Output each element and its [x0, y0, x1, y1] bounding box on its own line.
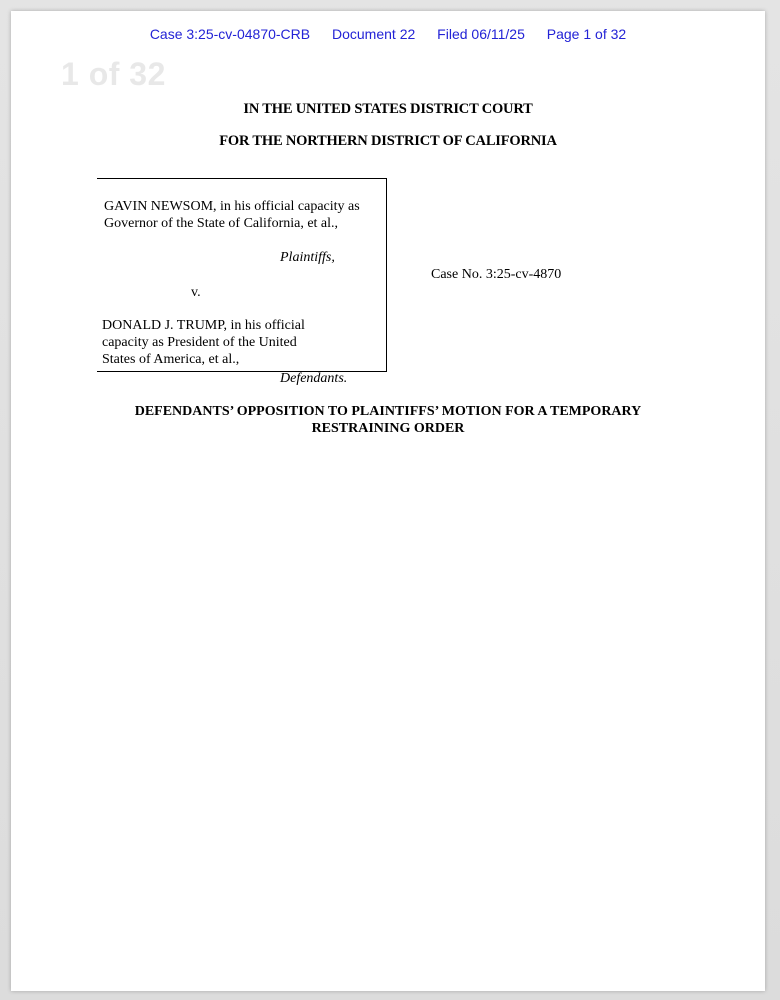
defendant-line: DONALD J. TRUMP, in his official [102, 318, 305, 333]
court-name: IN THE UNITED STATES DISTRICT COURT [243, 101, 533, 117]
defendant-party [102, 317, 305, 368]
document-title [11, 403, 765, 437]
plaintiff-line: GAVIN NEWSOM, in his official capacity as [104, 199, 360, 214]
page-indicator-overlay: 1 of 32 [61, 56, 166, 92]
defendant-line: capacity as President of the United [102, 335, 297, 350]
court-district: FOR THE NORTHERN DISTRICT OF CALIFORNIA [219, 133, 557, 149]
document-title-line: DEFENDANTS’ OPPOSITION TO PLAINTIFFS’ MOTION FOR A TEMPORARY [134, 404, 642, 419]
versus: v. [191, 285, 201, 300]
plaintiff-party [104, 198, 360, 232]
plaintiffs-designation: Plaintiffs, [280, 250, 335, 265]
document-title-line: RESTRAINING ORDER [311, 421, 465, 436]
header-case-number: Case 3:25-cv-04870-CRB [149, 26, 311, 42]
defendants-designation: Defendants. [280, 371, 348, 386]
header-filed-date: Filed 06/11/25 [437, 26, 525, 42]
header-page-number: Page 1 of 32 [546, 26, 627, 42]
plaintiff-line: Governor of the State of California, et al., [104, 216, 339, 231]
defendant-line: States of America, et al., [102, 352, 240, 367]
document-page [11, 11, 765, 991]
case-number: Case No. 3:25-cv-4870 [431, 267, 562, 282]
ecf-filing-header [11, 26, 765, 42]
header-document-number: Document 22 [332, 26, 416, 42]
